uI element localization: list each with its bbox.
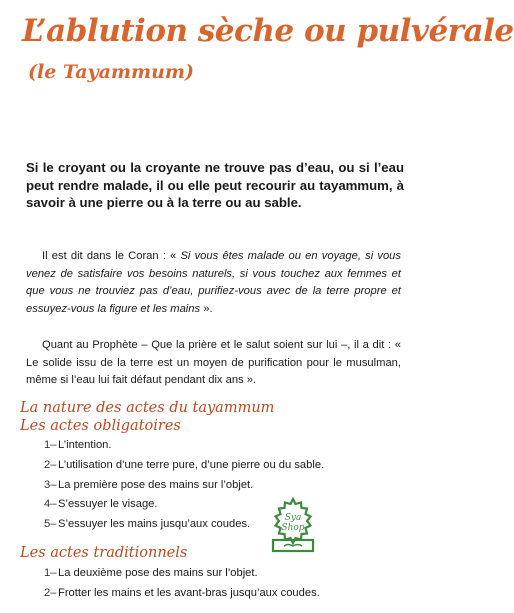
traditional-list (44, 564, 320, 604)
page-title: L’ablution sèche ou pulvérale (22, 13, 514, 49)
svg-text:Sya: Sya (284, 513, 302, 523)
page-subtitle: (le Tayammum) (28, 61, 195, 83)
list-item: 1– L’intention. (44, 439, 112, 451)
list-item: 1– La deuxième pose des mains sur l’objet. (44, 567, 258, 579)
section-heading: La nature des actes du tayammum (20, 400, 275, 416)
list-item: 5– S’essuyer les mains jusqu’aux coudes. (44, 518, 251, 531)
quran-quote-paragraph (26, 248, 401, 318)
traditional-heading: Les actes traditionnels (20, 545, 188, 561)
hadith-paragraph: Quant au Prophète – Que la prière et le salut soient sur lui –, il a dit : « Le solide issu de la terre est un moyen de purification pour le musulman, même si l’eau lui fait défaut pendant dix ans ». (26, 339, 401, 387)
list-item: 3– La première pose des mains sur l’objet. (44, 478, 254, 491)
quote-intro: Il est dit dans le Coran : « (42, 250, 177, 263)
svg-text:Shop: Shop (281, 523, 305, 533)
list-item: 4– S’essuyer le visage. (44, 498, 158, 511)
obligatory-heading: Les actes obligatoires (20, 418, 181, 434)
intro-paragraph: Si le croyant ou la croyante ne trouve pas d’eau, ou si l’eau peut rendre malade, il ou elle peut recourir au tayammum, à savoir à une pierre ou à la terre ou au sable. (26, 160, 404, 211)
shop-logo-icon (264, 496, 322, 554)
list-item: 2– Frotter les mains et les avant-bras jusqu’aux coudes. (44, 586, 320, 599)
quote-end: ». (200, 302, 213, 315)
quote-text: Si vous êtes malade ou en voyage, si vous venez de satisfaire vos besoins naturels, si vous touchez aux femmes et que vous ne trouviez pas d’eau, purifiez-vous avec de la terre propre et essuyez-vous la figure et les mains (26, 250, 401, 315)
list-item: 2– L’utilisation d’une terre pure, d’une pierre ou du sable. (44, 458, 325, 471)
